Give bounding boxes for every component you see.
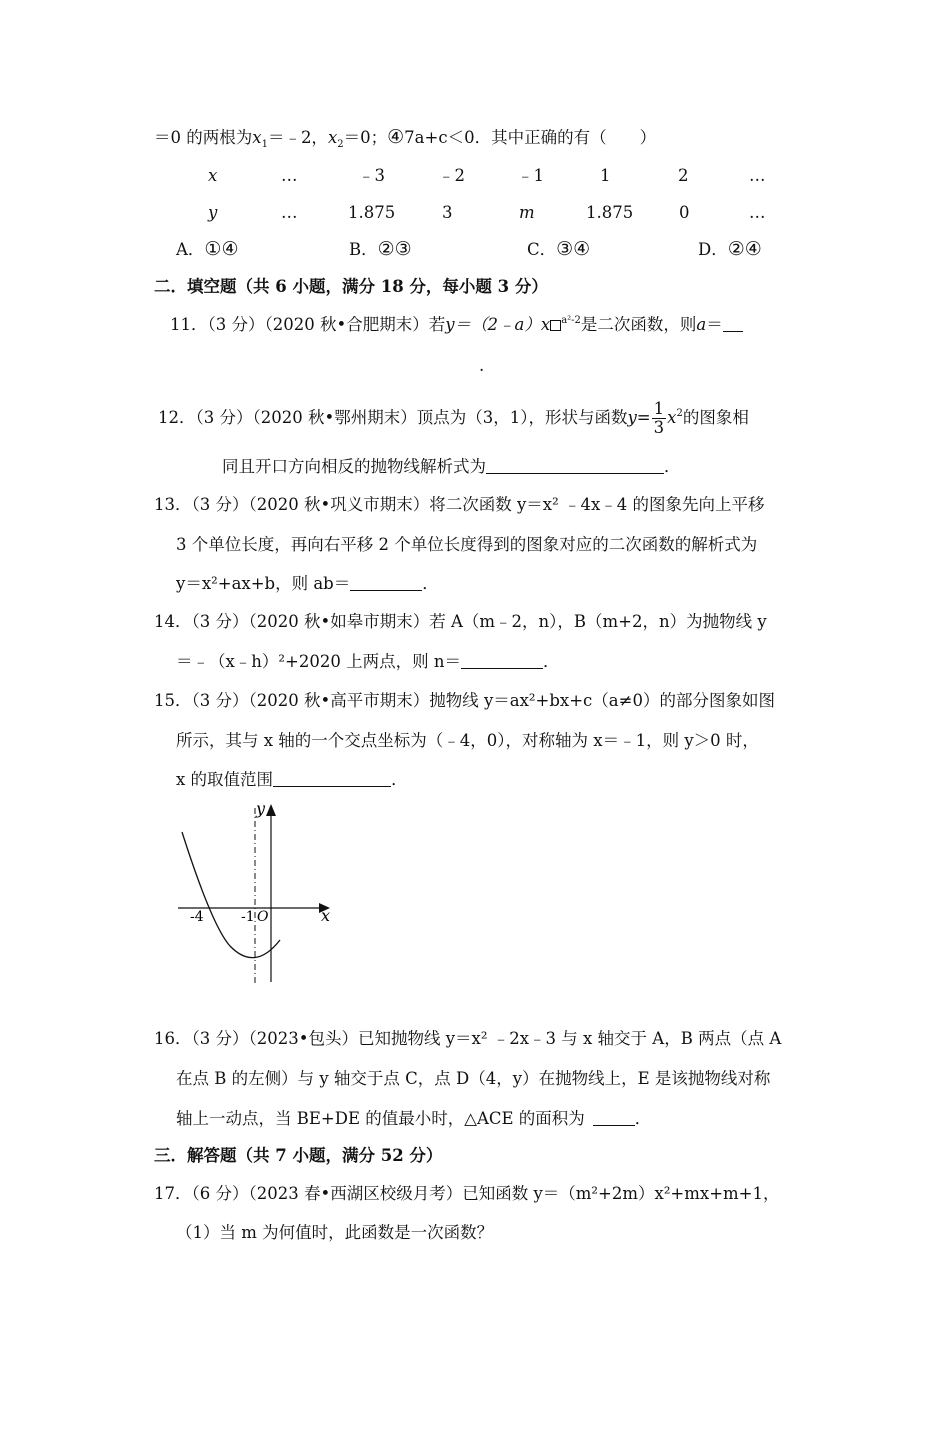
q12-square: 2 bbox=[676, 408, 683, 419]
option-d[interactable] bbox=[698, 238, 762, 261]
q10-x2-sub: 2 bbox=[337, 139, 344, 150]
q15-line-3 bbox=[176, 769, 408, 791]
option-a[interactable] bbox=[176, 238, 239, 261]
q16-line3-text: 轴上一动点，当 BE+DE 的值最小时，△ACE 的面积为 bbox=[176, 1109, 585, 1128]
q13-line-2: 3 个单位长度，再向右平移 2 个单位长度得到的图象对应的二次函数的解析式为 bbox=[176, 535, 758, 554]
q10-x2-label: x bbox=[327, 128, 338, 147]
table-x-cell: ﹣1 bbox=[517, 166, 544, 185]
q13-answer-blank[interactable] bbox=[350, 574, 422, 591]
option-c[interactable] bbox=[527, 238, 590, 261]
table-x-cell: ﹣2 bbox=[438, 166, 465, 185]
table-y-cell: … bbox=[281, 203, 298, 222]
option-value: ②④ bbox=[727, 238, 762, 260]
q11-exponent: a²-2 bbox=[561, 315, 581, 326]
tick-label-neg4: -4 bbox=[190, 909, 204, 925]
section-3-title: 三．解答题（共 7 小题，满分 52 分） bbox=[154, 1146, 443, 1165]
q11-tail: ＝ bbox=[706, 315, 723, 334]
q12-end: ． bbox=[664, 457, 681, 476]
table-x-cell: … bbox=[749, 166, 766, 185]
q14-answer-blank[interactable] bbox=[461, 652, 543, 669]
table-x-cell: ﹣3 bbox=[358, 166, 385, 185]
q10-x2-val: ＝0； bbox=[343, 128, 388, 147]
y-axis-arrow-icon bbox=[266, 804, 276, 816]
q16-number: 16． bbox=[154, 1029, 192, 1048]
question-11 bbox=[170, 314, 743, 336]
q11-expr-b: 是二次函数，则 bbox=[580, 315, 697, 334]
q13-end: ． bbox=[422, 574, 439, 593]
q13-number: 13． bbox=[154, 495, 192, 514]
option-label: B． bbox=[349, 240, 378, 259]
q13-line1: （3 分）（2020 秋•巩义市期末）将二次函数 y＝x² ﹣4x﹣4 的图象先向上平移 bbox=[191, 495, 765, 514]
option-value: ③④ bbox=[556, 238, 591, 260]
q16-line-3 bbox=[176, 1108, 651, 1130]
question-15 bbox=[154, 690, 775, 712]
q12-fraction bbox=[652, 400, 667, 437]
table-x-cell: 2 bbox=[678, 166, 689, 185]
q14-line1: （3 分）（2020 秋•如皋市期末）若 A（m﹣2，n），B（m+2，n）为抛物线 y bbox=[191, 612, 767, 631]
q12-meta: （3 分）（2020 秋•鄂州期末）顶点为（3，1），形状与函数 bbox=[195, 408, 628, 427]
q14-end: ． bbox=[542, 652, 560, 671]
origin-label: O bbox=[257, 909, 269, 925]
q10-prefix: ＝0 的两根为 bbox=[154, 128, 253, 147]
q15-line-2: 所示，其与 x 轴的一个交点坐标为（﹣4，0），对称轴为 x＝﹣1，则 y＞0 时， bbox=[176, 731, 759, 750]
q17-number: 17． bbox=[154, 1184, 192, 1203]
q10-x1-val: ＝﹣2， bbox=[267, 128, 328, 147]
q12-line2-text: 同且开口方向相反的抛物线解析式为 bbox=[222, 457, 486, 476]
q16-line1: （3 分）（2023•包头）已知抛物线 y＝x² ﹣2x﹣3 与 x 轴交于 A，B 两点（点 A bbox=[191, 1029, 782, 1048]
q11-meta: （3 分）（2020 秋•合肥期末）若 bbox=[207, 315, 446, 334]
q12-line-2 bbox=[222, 456, 681, 478]
q15-end: ． bbox=[391, 770, 408, 789]
option-label: D． bbox=[698, 240, 728, 259]
table-y-cell: 0 bbox=[679, 203, 690, 222]
option-label: C． bbox=[527, 240, 557, 259]
placeholder-box-icon bbox=[550, 320, 561, 331]
table-x-label: x bbox=[208, 166, 218, 185]
q14-line2-text: ＝﹣（x﹣h）²+2020 上两点，则 n＝ bbox=[176, 652, 461, 671]
q10-x1-sub: 1 bbox=[261, 139, 268, 150]
q11-expr-a: y＝（2﹣a）x bbox=[445, 315, 551, 334]
q13-line3-text: y＝x²+ax+b，则 ab＝ bbox=[176, 574, 351, 593]
parabola-graph bbox=[170, 800, 340, 995]
graph-x-label: x bbox=[321, 906, 331, 925]
q12-answer-blank[interactable] bbox=[486, 457, 664, 474]
q13-line-3 bbox=[176, 573, 439, 595]
q15-line3-text: x 的取值范围 bbox=[176, 770, 274, 789]
question-17 bbox=[154, 1183, 780, 1205]
q12-tail: 的图象相 bbox=[682, 408, 749, 427]
q14-number: 14． bbox=[154, 612, 192, 631]
parabola-curve bbox=[182, 832, 280, 958]
option-label: A． bbox=[176, 240, 205, 259]
q17-line1: （6 分）（2023 春•西湖区校级月考）已知函数 y＝（m²+2m）x²+mx+m+1， bbox=[191, 1184, 780, 1203]
table-y-cell: 1.875 bbox=[586, 203, 634, 222]
question-12 bbox=[158, 400, 749, 437]
q16-answer-blank[interactable] bbox=[593, 1109, 635, 1126]
q10-item4-text: 7a+c＜0．其中正确的有（ ） bbox=[404, 128, 657, 147]
q10-item4-mark: ④ bbox=[387, 126, 405, 148]
option-b[interactable] bbox=[349, 238, 412, 261]
q12-eq: = bbox=[636, 408, 651, 427]
q15-answer-blank[interactable] bbox=[273, 770, 391, 787]
table-y-label: y bbox=[208, 203, 218, 222]
q17-sub-1: （1）当 m 为何值时，此函数是一次函数？ bbox=[176, 1223, 494, 1242]
q12-y: y bbox=[627, 408, 637, 427]
q11-var: a bbox=[696, 315, 707, 334]
table-y-cell: 1.875 bbox=[348, 203, 396, 222]
question-13 bbox=[154, 494, 765, 516]
tick-label-neg1: -1 bbox=[241, 909, 255, 925]
fraction-numerator: 1 bbox=[653, 399, 665, 418]
q11-answer-blank[interactable] bbox=[723, 315, 743, 332]
question-14 bbox=[154, 611, 767, 633]
q16-end: ． bbox=[634, 1109, 652, 1128]
q15-line1: （3 分）（2020 秋•高平市期末）抛物线 y＝ax²+bx+c（a≠0）的部分图象如图 bbox=[191, 691, 775, 710]
q12-number: 12． bbox=[158, 408, 196, 427]
graph-y-label: y bbox=[256, 800, 266, 818]
q12-x: x bbox=[667, 408, 677, 427]
table-y-cell: 3 bbox=[442, 203, 453, 222]
table-y-cell: m bbox=[519, 203, 535, 222]
question-16 bbox=[154, 1028, 781, 1050]
option-value: ①④ bbox=[204, 238, 239, 260]
q11-number: 11． bbox=[170, 315, 208, 334]
q14-line-2 bbox=[176, 651, 559, 673]
q16-line-2: 在点 B 的左侧）与 y 轴交于点 C，点 D（4，y）在抛物线上，E 是该抛物线对称 bbox=[176, 1069, 771, 1088]
section-2-title: 二．填空题（共 6 小题，满分 18 分，每小题 3 分） bbox=[154, 277, 548, 296]
q15-number: 15． bbox=[154, 691, 192, 710]
option-value: ②③ bbox=[377, 238, 412, 260]
table-x-cell: … bbox=[281, 166, 298, 185]
table-x-cell: 1 bbox=[600, 166, 611, 185]
table-y-cell: … bbox=[749, 203, 766, 222]
q10-tail-line bbox=[154, 126, 656, 149]
fraction-denominator: 3 bbox=[653, 418, 665, 437]
q10-x1-label: x bbox=[252, 128, 262, 147]
q11-dot: . bbox=[479, 356, 485, 375]
